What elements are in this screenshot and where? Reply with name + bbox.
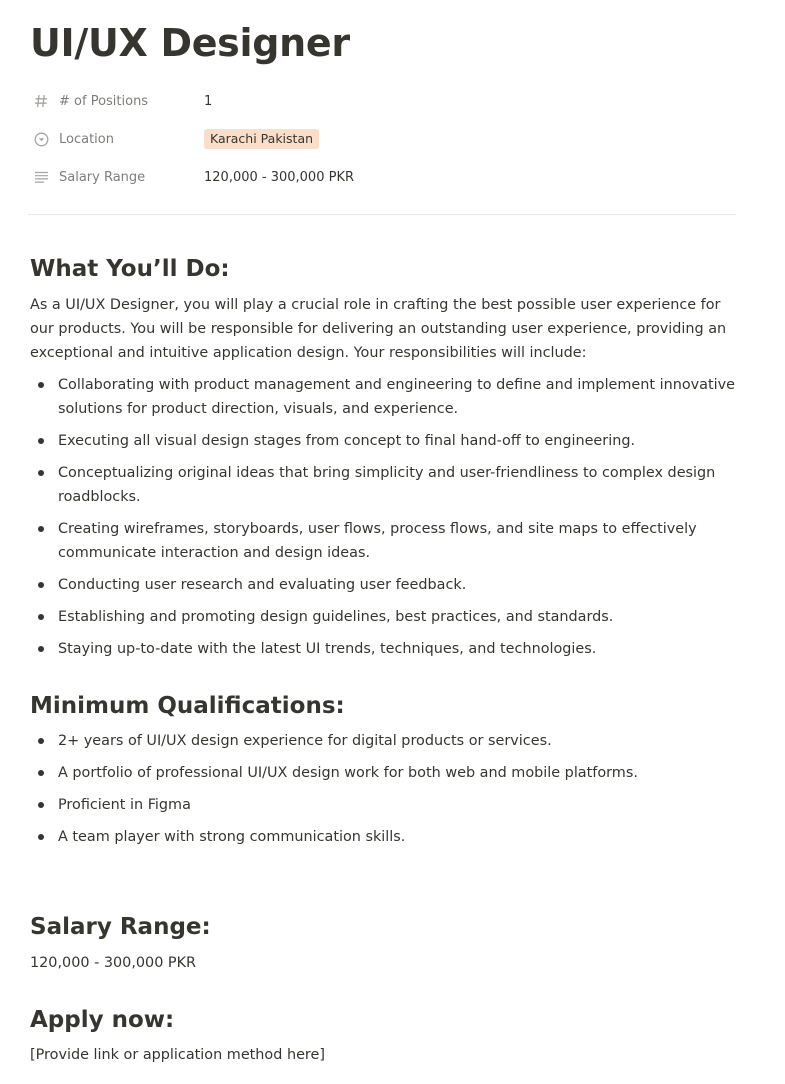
hash-icon: [33, 93, 49, 109]
bullet-icon: [38, 802, 44, 808]
heading-minimum-qualifications: Minimum Qualifications:: [30, 693, 345, 719]
list-item: [30, 729, 738, 753]
text-lines-icon: [33, 169, 49, 185]
list-item-text: A team player with strong communication skills.: [58, 829, 406, 845]
divider: [28, 214, 736, 215]
list-item: [30, 429, 738, 453]
property-key[interactable]: [30, 93, 204, 109]
responsibilities-list: [30, 373, 738, 669]
list-item-text: Executing all visual design stages from concept to final hand-off to engineering.: [58, 433, 636, 449]
bullet-icon: [38, 382, 44, 388]
bullet-icon: [38, 470, 44, 476]
select-icon: [33, 131, 49, 147]
bullet-icon: [38, 438, 44, 444]
list-item-text: Conceptualizing original ideas that bring simplicity and user-friendliness to complex design roadblocks.: [58, 465, 716, 505]
list-item: [30, 825, 738, 849]
bullet-icon: [38, 834, 44, 840]
property-value[interactable]: 120,000 - 300,000 PKR: [204, 169, 355, 185]
bullet-icon: [38, 646, 44, 652]
list-item: [30, 517, 738, 565]
location-tag[interactable]: Karachi Pakistan: [204, 129, 319, 149]
heading-salary-range: Salary Range:: [30, 914, 211, 940]
property-key[interactable]: [30, 131, 204, 147]
list-item-text: Collaborating with product management and engineering to define and implement innovative solutions for product direction, visuals, and experience.: [58, 377, 736, 417]
list-item-text: Staying up-to-date with the latest UI trends, techniques, and technologies.: [58, 641, 597, 657]
property-key[interactable]: [30, 169, 204, 185]
intro-paragraph: As a UI/UX Designer, you will play a crucial role in crafting the best possible user experience for our products. You will be responsible for delivering an outstanding user experience, providing an exceptional and intuitive application design. Your responsibilities will include:: [30, 297, 727, 361]
list-item: [30, 573, 738, 597]
list-item-text: Conducting user research and evaluating user feedback.: [58, 577, 467, 593]
property-value[interactable]: [204, 129, 319, 149]
property-value[interactable]: 1: [204, 93, 213, 109]
bullet-icon: [38, 582, 44, 588]
page-title[interactable]: UI/UX Designer: [30, 21, 350, 65]
list-item-text: 2+ years of UI/UX design experience for digital products or services.: [58, 733, 552, 749]
heading-what-youll-do: What You’ll Do:: [30, 256, 230, 282]
property-label: Salary Range: [59, 169, 146, 185]
heading-apply-now: Apply now:: [30, 1007, 175, 1033]
list-item-text: Proficient in Figma: [58, 797, 191, 813]
apply-now-text[interactable]: [Provide link or application method here]: [30, 1047, 325, 1063]
property-label: # of Positions: [59, 93, 149, 109]
list-item: [30, 373, 738, 421]
list-item: [30, 637, 738, 661]
qualifications-list: [30, 729, 738, 857]
list-item-text: A portfolio of professional UI/UX design work for both web and mobile platforms.: [58, 765, 638, 781]
list-item: [30, 761, 738, 785]
list-item: [30, 793, 738, 817]
list-item: [30, 605, 738, 629]
property-row-salary[interactable]: [30, 164, 730, 190]
list-item-text: Establishing and promoting design guidelines, best practices, and standards.: [58, 609, 614, 625]
bullet-icon: [38, 526, 44, 532]
property-label: Location: [59, 131, 114, 147]
bullet-icon: [38, 770, 44, 776]
list-item-text: Creating wireframes, storyboards, user flows, process flows, and site maps to effectively communicate interaction and design ideas.: [58, 521, 697, 561]
property-row-location[interactable]: [30, 126, 730, 152]
bullet-icon: [38, 738, 44, 744]
bullet-icon: [38, 614, 44, 620]
list-item: [30, 461, 738, 509]
property-row-positions[interactable]: [30, 88, 730, 114]
salary-range-text: 120,000 - 300,000 PKR: [30, 955, 197, 971]
